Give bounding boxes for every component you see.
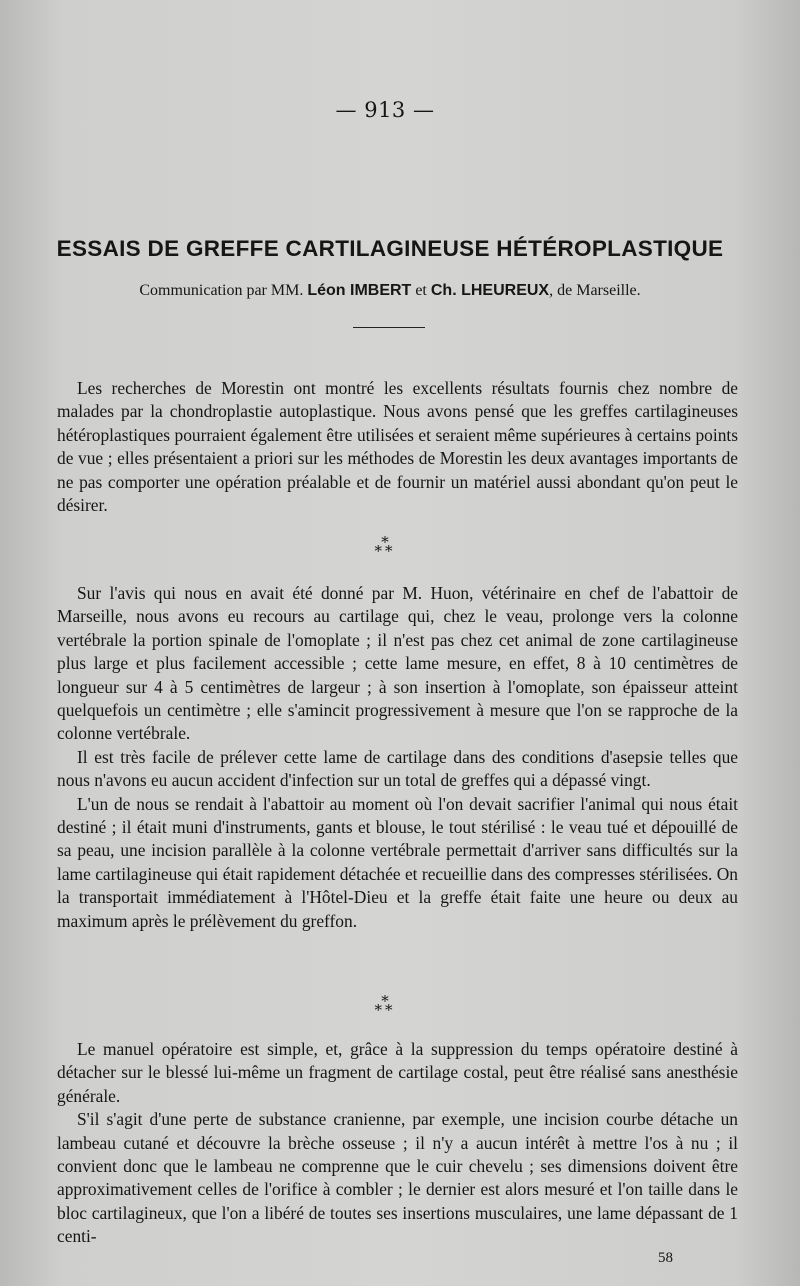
paragraph: L'un de nous se rendait à l'abattoir au moment où l'on devait sacrifier l'animal qui nous était destiné ; il était muni d'instruments, gants et blouse, le tout stérilisé : le veau tué et dépouillé de sa peau, une incision parallèle à la colonne vertébrale permettait d'arriver sans difficultés sur la lame cartilagineuse qui était rapidement détachée et recueillie dans des compresses stérilisées. On la transportait immédiatement à l'Hôtel-Dieu et la greffe était faite une heure ou deux au maximum après le prélèvement du greffon. bbox=[57, 793, 738, 931]
section-separator bbox=[355, 533, 415, 560]
paragraph: Les recherches de Morestin ont montré les excellents résultats fournis chez nombre de malades par la chondroplastie autoplastique. Nous avons pensé que les greffes cartilagineuses hétéroplastiques pourraient également être utilisées et seraient même supérieures à certains points de vue ; elles présentaient a priori sur les méthodes de Morestin les deux avantages importants de ne pas comporter une opération préalable et de fournir un matériel aussi abondant qu'on peut le désirer. bbox=[57, 378, 738, 516]
page-number: — 913 — bbox=[335, 98, 435, 122]
paragraph: Il est très facile de prélever cette lame de cartilage dans des conditions d'asepsie telles que nous n'avons eu aucun accident d'infection sur un total de greffes qui a dépassé vingt. bbox=[57, 746, 738, 791]
paragraph: Le manuel opératoire est simple, et, grâce à la suppression du temps opératoire destiné à détacher sur le blessé lui-même un fragment de cartilage costal, peut être réalisé sans anesthésie générale. bbox=[57, 1039, 738, 1106]
separator-star: * bbox=[381, 533, 389, 551]
section-3 bbox=[57, 1038, 738, 1249]
separator-stars-row: ** bbox=[374, 542, 396, 560]
byline-conjunction: et bbox=[415, 282, 427, 299]
separator-stars-row: ** bbox=[374, 1001, 396, 1019]
section-2 bbox=[57, 582, 738, 933]
title-rule bbox=[353, 327, 425, 328]
byline-suffix: , de Marseille. bbox=[549, 282, 641, 299]
author-2: Ch. LHEUREUX bbox=[430, 282, 550, 299]
section-1 bbox=[57, 377, 738, 517]
paragraph: S'il s'agit d'une perte de substance cranienne, par exemple, une incision courbe détache un lambeau cutané et découvre la brèche osseuse ; il n'y a aucun intérêt à mettre l'os à nu ; il convient donc que le lambeau ne comprenne que le cuir chevelu ; ses dimensions doivent être approximativement celles de l'orifice à combler ; le dernier est alors mesuré et l'on taille dans le bloc cartilagineux, que l'on a libéré de toutes ses insertions musculaires, une lame dépassant de 1 centi- bbox=[57, 1109, 738, 1247]
byline-prefix: Communication par MM. bbox=[139, 282, 304, 299]
section-separator bbox=[355, 992, 415, 1019]
author-1: Léon IMBERT bbox=[307, 282, 412, 299]
separator-star: * bbox=[381, 992, 389, 1010]
article-byline bbox=[20, 282, 760, 300]
signature-number: 58 bbox=[658, 1250, 673, 1266]
article-title: ESSAIS DE GREFFE CARTILAGINEUSE HÉTÉROPLASTIQUE bbox=[56, 236, 724, 261]
paragraph: Sur l'avis qui nous en avait été donné par M. Huon, vétérinaire en chef de l'abattoir de Marseille, nous avons eu recours au cartilage qui, chez le veau, prolonge vers la colonne vertébrale la portion spinale de l'omoplate ; il n'est pas chez cet animal de zone cartilagineuse plus large et plus facilement accessible ; cette lame mesure, en effet, 8 à 10 centimètres de longueur sur 4 à 5 centimètres de largeur ; à son insertion à l'omoplate, son épaisseur atteint quelquefois un centimètre ; elle s'amincit progressivement à mesure que l'on se rapproche de la colonne vertébrale. bbox=[57, 583, 738, 744]
